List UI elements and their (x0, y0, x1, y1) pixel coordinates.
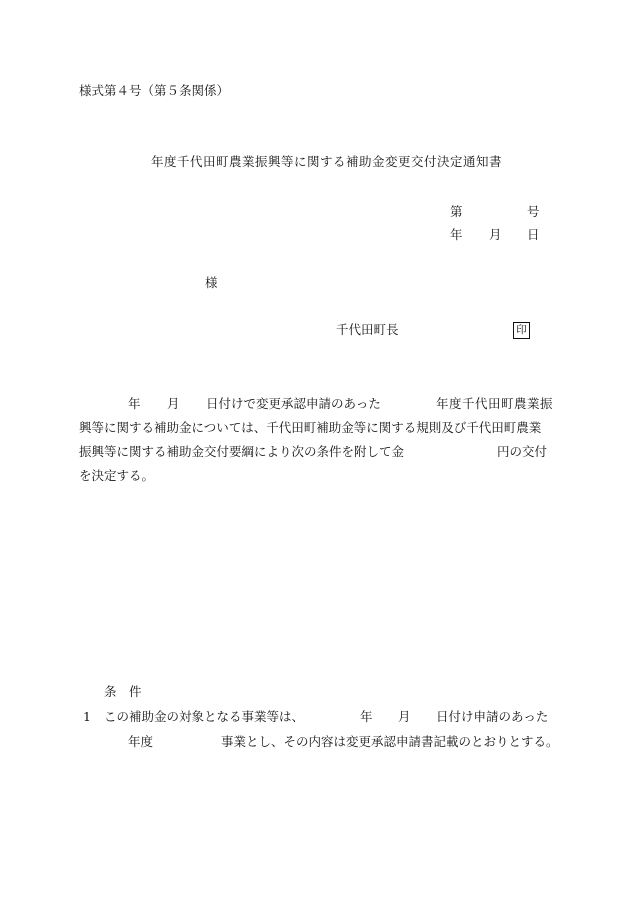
body-line2: 興等に関する補助金については、千代田町補助金等に関する規則及び千代田町農業 (79, 420, 542, 435)
issuer-name: 千代田町長 (336, 322, 399, 337)
body-line3-end: 円の交付 (497, 444, 548, 459)
addressee-honorific: 様 (205, 275, 218, 290)
body-year: 年 (128, 396, 141, 411)
conditions-heading: 条 件 (104, 684, 142, 699)
condition-1-year: 年 (360, 709, 373, 724)
condition-1-end: 日付け申請のあった (436, 709, 549, 724)
body-month: 月 (167, 396, 180, 411)
date-day: 日 (527, 227, 540, 242)
seal-mark: 印 (513, 322, 530, 339)
body-line3-text: 振興等に関する補助金交付要綱により次の条件を附して金 (79, 444, 405, 459)
date-month: 月 (489, 227, 502, 242)
condition-1-fiscal-year: 年度 (128, 734, 154, 749)
doc-number-dai: 第 (450, 204, 463, 219)
body-line1-text: 日付けで変更承認申請のあった (206, 396, 381, 411)
condition-1-month: 月 (398, 709, 411, 724)
body-line1-end: 年度千代田町農業振 (436, 396, 554, 411)
body-line4: を決定する。 (79, 468, 155, 483)
form-number: 様式第４号（第５条関係） (79, 83, 230, 98)
doc-number-go: 号 (527, 204, 540, 219)
document-title: 年度千代田町農業振興等に関する補助金変更交付決定通知書 (151, 154, 503, 169)
condition-1-number: 1 (83, 709, 91, 724)
date-year: 年 (450, 227, 463, 242)
condition-1-line2: 事業とし、その内容は変更承認申請書記載のとおりとする。 (221, 734, 559, 749)
condition-1-text: この補助金の対象となる事業等は、 (104, 709, 305, 724)
